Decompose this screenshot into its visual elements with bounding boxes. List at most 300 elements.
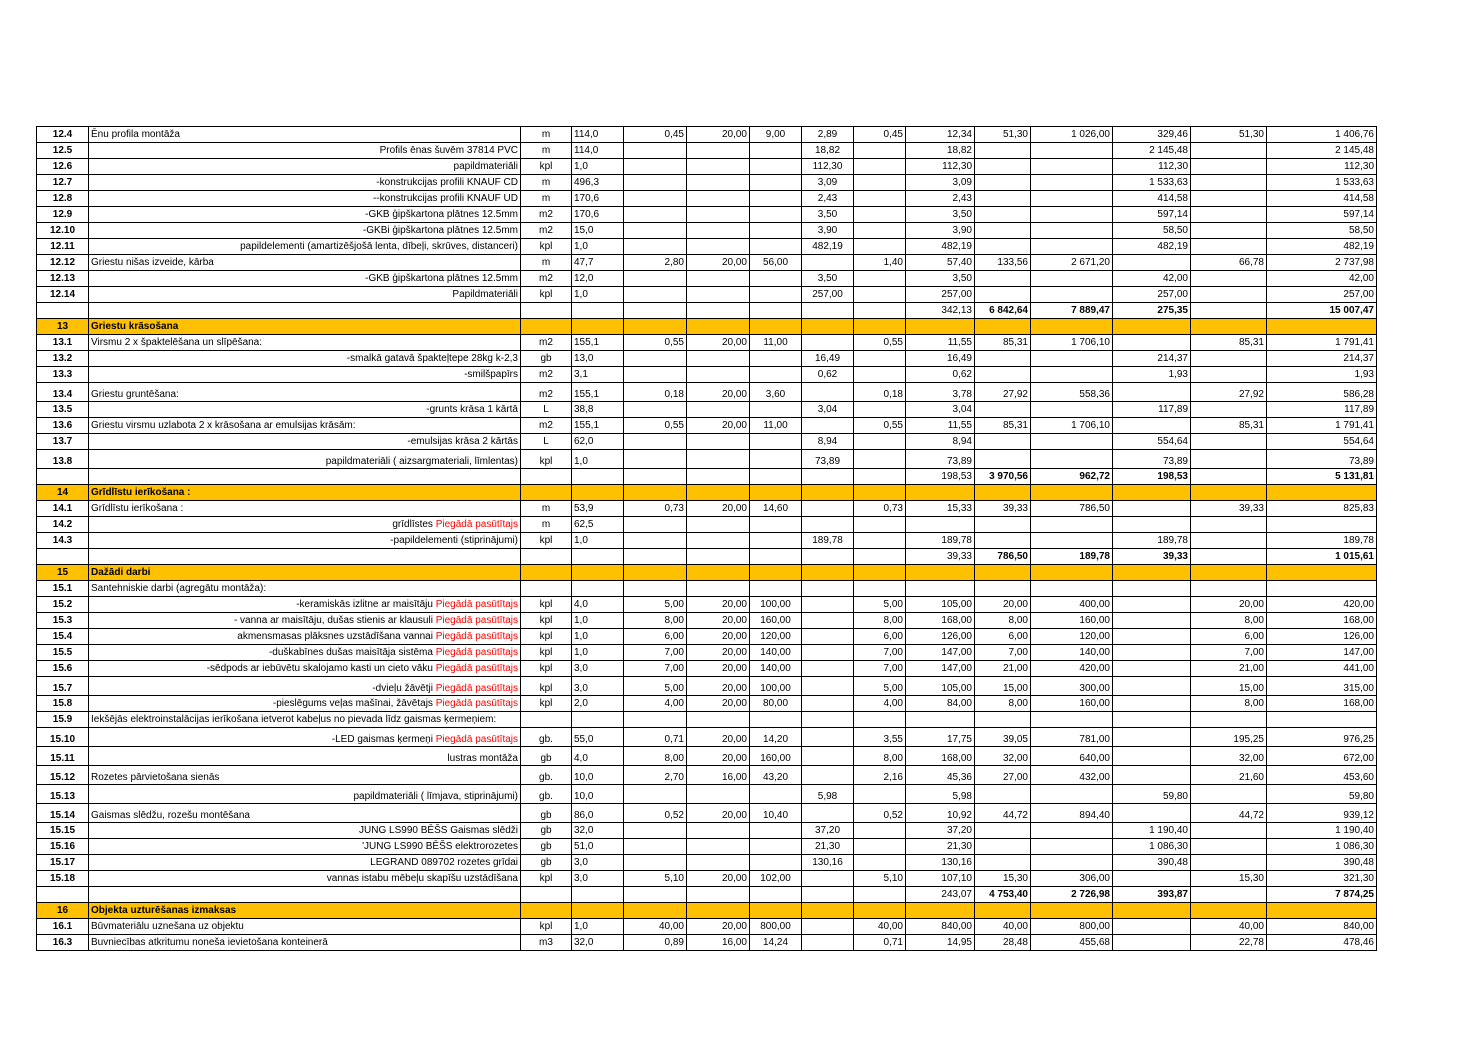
item-unit <box>521 581 572 597</box>
item-v8: 400,00 <box>1031 597 1113 613</box>
item-v10 <box>1191 191 1267 207</box>
item-v8 <box>1031 712 1113 728</box>
section-empty-cell <box>521 485 572 501</box>
item-description-text: LEGRAND 089702 rozetes grīdai <box>370 856 518 868</box>
line-item-row <box>37 629 1377 645</box>
item-v6: 5,98 <box>906 785 975 804</box>
item-v1: 0,52 <box>624 804 687 823</box>
item-description-text: Iekšējās elektroinstalācijas ierīkošana ietverot kabeļus no pievada līdz gaismas ķermeņiem: <box>91 713 497 725</box>
item-v9: 73,89 <box>1113 450 1191 469</box>
item-v8: 306,00 <box>1031 871 1113 887</box>
section-empty-cell <box>1267 319 1377 335</box>
item-qty: 3,0 <box>572 855 624 871</box>
supplied-by-customer-note: Piegādā pasūtītajs <box>435 518 518 530</box>
item-v1 <box>624 823 687 839</box>
item-description-text: -keramiskās izlitne ar maisītāju <box>296 598 433 610</box>
item-number: 15.3 <box>37 613 89 629</box>
item-qty: 10,0 <box>572 785 624 804</box>
item-v9: 189,78 <box>1113 533 1191 549</box>
item-v5: 0,45 <box>854 127 906 143</box>
item-unit: m2 <box>521 418 572 434</box>
item-v4: 73,89 <box>802 450 854 469</box>
estimate-table <box>36 126 1377 951</box>
item-v11 <box>1267 712 1377 728</box>
section-title: Grīdlīstu ierīkošana : <box>89 485 521 501</box>
item-unit: m2 <box>521 367 572 383</box>
item-description-text: Griestu virsmu uzlabota 2 x krāsošana ar emulsijas krāsām: <box>91 419 356 431</box>
subtotal-v7: 342,13 <box>906 303 975 319</box>
item-v2: 20,00 <box>687 335 750 351</box>
item-v4 <box>802 747 854 766</box>
line-item-row <box>37 747 1377 766</box>
supplied-by-customer-note: Piegādā pasūtītajs <box>435 646 518 658</box>
item-v1 <box>624 712 687 728</box>
item-v4 <box>802 383 854 402</box>
subtotal-empty-cell <box>802 549 854 565</box>
item-v8 <box>1031 517 1113 533</box>
item-v10 <box>1191 351 1267 367</box>
item-unit: gb <box>521 804 572 823</box>
item-v1 <box>624 533 687 549</box>
item-v6: 21,30 <box>906 839 975 855</box>
item-unit: gb. <box>521 785 572 804</box>
item-v2: 20,00 <box>687 645 750 661</box>
line-item-row <box>37 855 1377 871</box>
item-v3: 14,24 <box>750 935 802 951</box>
item-qty: 62,0 <box>572 434 624 450</box>
item-v6: 189,78 <box>906 533 975 549</box>
item-v3 <box>750 287 802 303</box>
item-v10 <box>1191 367 1267 383</box>
item-qty: 51,0 <box>572 839 624 855</box>
item-v7: 40,00 <box>975 919 1031 935</box>
item-qty: 2,0 <box>572 696 624 712</box>
subtotal-v7: 198,53 <box>906 469 975 485</box>
item-description-text: akmensmasas plāksnes uzstādīšana vannai <box>237 630 433 642</box>
item-v3: 800,00 <box>750 919 802 935</box>
item-number: 15.8 <box>37 696 89 712</box>
item-v1 <box>624 402 687 418</box>
section-empty-cell <box>624 903 687 919</box>
item-v7 <box>975 367 1031 383</box>
subtotal-v8: 786,50 <box>975 549 1031 565</box>
item-v3: 160,00 <box>750 747 802 766</box>
item-v6: 105,00 <box>906 597 975 613</box>
item-v7: 15,00 <box>975 677 1031 696</box>
item-v6: 3,09 <box>906 175 975 191</box>
item-v3: 100,00 <box>750 597 802 613</box>
line-item-row <box>37 581 1377 597</box>
item-v9 <box>1113 871 1191 887</box>
item-v10: 6,00 <box>1191 629 1267 645</box>
item-unit: m <box>521 191 572 207</box>
subtotal-empty-cell <box>89 887 521 903</box>
item-v4 <box>802 645 854 661</box>
item-v9 <box>1113 712 1191 728</box>
item-v11: 315,00 <box>1267 677 1377 696</box>
item-number: 14.1 <box>37 501 89 517</box>
item-v9: 1 086,30 <box>1113 839 1191 855</box>
item-v2: 20,00 <box>687 661 750 677</box>
item-v9 <box>1113 935 1191 951</box>
item-v9: 2 145,48 <box>1113 143 1191 159</box>
item-number: 15.11 <box>37 747 89 766</box>
item-v2 <box>687 175 750 191</box>
item-v6: 482,19 <box>906 239 975 255</box>
item-v9: 214,37 <box>1113 351 1191 367</box>
item-v7 <box>975 434 1031 450</box>
item-v4: 130,16 <box>802 855 854 871</box>
item-v8: 558,36 <box>1031 383 1113 402</box>
item-v3 <box>750 517 802 533</box>
item-v8 <box>1031 143 1113 159</box>
item-description-text: papildmateriāli <box>453 160 518 172</box>
item-v3: 100,00 <box>750 677 802 696</box>
item-v7 <box>975 517 1031 533</box>
section-empty-cell <box>521 565 572 581</box>
subtotal-v8: 6 842,64 <box>975 303 1031 319</box>
item-number: 12.12 <box>37 255 89 271</box>
item-number: 15.15 <box>37 823 89 839</box>
item-v8: 160,00 <box>1031 696 1113 712</box>
line-item-row <box>37 191 1377 207</box>
item-v6: 2,43 <box>906 191 975 207</box>
item-unit: gb <box>521 823 572 839</box>
item-description <box>89 271 521 287</box>
item-v1 <box>624 450 687 469</box>
item-v1 <box>624 207 687 223</box>
item-v6: 105,00 <box>906 677 975 696</box>
item-v10 <box>1191 175 1267 191</box>
item-qty <box>572 581 624 597</box>
item-description <box>89 402 521 418</box>
item-description <box>89 839 521 855</box>
item-v11 <box>1267 581 1377 597</box>
section-empty-cell <box>802 485 854 501</box>
item-v11: 117,89 <box>1267 402 1377 418</box>
item-v4 <box>802 728 854 747</box>
item-v9: 117,89 <box>1113 402 1191 418</box>
item-v4 <box>802 871 854 887</box>
item-description-text: -sēdpods ar iebūvētu skalojamo kasti un cieto vāku <box>206 662 433 674</box>
item-description <box>89 517 521 533</box>
subtotal-v8: 4 753,40 <box>975 887 1031 903</box>
item-qty: 4,0 <box>572 747 624 766</box>
item-qty: 38,8 <box>572 402 624 418</box>
item-v3 <box>750 855 802 871</box>
item-v5 <box>854 434 906 450</box>
line-item-row <box>37 919 1377 935</box>
item-description <box>89 533 521 549</box>
item-number: 15.7 <box>37 677 89 696</box>
item-v8 <box>1031 839 1113 855</box>
item-v7: 8,00 <box>975 696 1031 712</box>
item-description-text: - vanna ar maisītāju, dušas stienis ar klausuli <box>233 614 433 626</box>
item-description-text: Virsmu 2 x špaktelēšana un slīpēšana: <box>91 336 263 348</box>
item-v1 <box>624 287 687 303</box>
item-v11: 1 533,63 <box>1267 175 1377 191</box>
item-description-text: Papildmateriāli <box>452 288 518 300</box>
item-v6: 168,00 <box>906 747 975 766</box>
item-v11: 42,00 <box>1267 271 1377 287</box>
item-v4: 18,82 <box>802 143 854 159</box>
subtotal-v9: 189,78 <box>1031 549 1113 565</box>
item-v10 <box>1191 581 1267 597</box>
item-description-text: -dvieļu žāvētji <box>372 683 433 694</box>
item-v10 <box>1191 271 1267 287</box>
item-description-text: lustras montāža <box>447 753 518 764</box>
item-v4: 37,20 <box>802 823 854 839</box>
item-v5 <box>854 402 906 418</box>
item-v11: 1,93 <box>1267 367 1377 383</box>
item-qty: 32,0 <box>572 935 624 951</box>
item-v2 <box>687 581 750 597</box>
item-v7 <box>975 239 1031 255</box>
item-qty: 1,0 <box>572 450 624 469</box>
item-v11: 554,64 <box>1267 434 1377 450</box>
item-description <box>89 255 521 271</box>
item-v10: 22,78 <box>1191 935 1267 951</box>
item-v6: 3,04 <box>906 402 975 418</box>
subtotal-empty-cell <box>854 303 906 319</box>
item-description <box>89 785 521 804</box>
item-number: 15.18 <box>37 871 89 887</box>
item-description-text: vannas istabu mēbeļu skapīšu uzstādīšana <box>326 872 518 884</box>
item-v6: 147,00 <box>906 645 975 661</box>
item-unit: kpl <box>521 661 572 677</box>
item-qty: 155,1 <box>572 418 624 434</box>
item-qty: 86,0 <box>572 804 624 823</box>
item-number: 13.5 <box>37 402 89 418</box>
item-v9: 329,46 <box>1113 127 1191 143</box>
item-v11: 168,00 <box>1267 613 1377 629</box>
item-v6: 12,34 <box>906 127 975 143</box>
item-v8: 160,00 <box>1031 613 1113 629</box>
item-v3 <box>750 712 802 728</box>
item-v5 <box>854 823 906 839</box>
subtotal-v11: 1 015,61 <box>1267 549 1377 565</box>
item-unit: m <box>521 127 572 143</box>
item-v2: 20,00 <box>687 418 750 434</box>
item-v9: 414,58 <box>1113 191 1191 207</box>
item-description <box>89 677 521 696</box>
item-unit: gb <box>521 747 572 766</box>
item-v1: 0,45 <box>624 127 687 143</box>
item-v1: 4,00 <box>624 696 687 712</box>
item-number: 13.8 <box>37 450 89 469</box>
item-v3: 102,00 <box>750 871 802 887</box>
item-v7: 7,00 <box>975 645 1031 661</box>
item-v8: 800,00 <box>1031 919 1113 935</box>
supplied-by-customer-note: Piegādā pasūtītajs <box>435 697 518 709</box>
item-number: 15.2 <box>37 597 89 613</box>
item-v9: 1,93 <box>1113 367 1191 383</box>
item-v10: 39,33 <box>1191 501 1267 517</box>
item-v9 <box>1113 517 1191 533</box>
item-description <box>89 823 521 839</box>
item-v7: 133,56 <box>975 255 1031 271</box>
item-number: 12.8 <box>37 191 89 207</box>
item-v8 <box>1031 159 1113 175</box>
item-v11: 453,60 <box>1267 766 1377 785</box>
item-unit: kpl <box>521 645 572 661</box>
item-v8 <box>1031 287 1113 303</box>
line-item-row <box>37 143 1377 159</box>
item-v9 <box>1113 629 1191 645</box>
item-description <box>89 450 521 469</box>
line-item-row <box>37 175 1377 191</box>
item-description-text: -LED gaismas ķermeņi <box>331 734 433 745</box>
item-v4: 2,43 <box>802 191 854 207</box>
item-v8: 1 706,10 <box>1031 418 1113 434</box>
item-qty: 32,0 <box>572 823 624 839</box>
item-unit: m2 <box>521 271 572 287</box>
item-v7 <box>975 839 1031 855</box>
item-v8 <box>1031 402 1113 418</box>
item-description-text: -papildelementi (stiprinājumi) <box>390 534 518 546</box>
item-v7: 44,72 <box>975 804 1031 823</box>
item-v5 <box>854 517 906 533</box>
line-item-row <box>37 823 1377 839</box>
item-v8 <box>1031 191 1113 207</box>
item-v9 <box>1113 747 1191 766</box>
subtotal-empty-cell <box>624 549 687 565</box>
item-v5: 0,55 <box>854 335 906 351</box>
item-v11: 482,19 <box>1267 239 1377 255</box>
item-v6: 17,75 <box>906 728 975 747</box>
subtotal-empty-cell <box>1191 549 1267 565</box>
item-v10: 66,78 <box>1191 255 1267 271</box>
item-qty: 12,0 <box>572 271 624 287</box>
item-v4 <box>802 517 854 533</box>
section-empty-cell <box>750 485 802 501</box>
item-v3 <box>750 175 802 191</box>
item-v5 <box>854 175 906 191</box>
item-v10 <box>1191 839 1267 855</box>
subtotal-v10: 393,87 <box>1113 887 1191 903</box>
item-v3 <box>750 159 802 175</box>
item-v1 <box>624 175 687 191</box>
item-v1: 8,00 <box>624 613 687 629</box>
item-v2 <box>687 434 750 450</box>
item-description-text: Būvmateriālu uznešana uz objektu <box>91 920 244 932</box>
item-description <box>89 159 521 175</box>
item-description <box>89 239 521 255</box>
item-v10 <box>1191 223 1267 239</box>
item-v11: 825,83 <box>1267 501 1377 517</box>
line-item-row <box>37 935 1377 951</box>
item-v10: 15,00 <box>1191 677 1267 696</box>
subtotal-empty-cell <box>89 549 521 565</box>
section-empty-cell <box>572 903 624 919</box>
item-v7 <box>975 823 1031 839</box>
item-v1 <box>624 839 687 855</box>
item-v7: 39,33 <box>975 501 1031 517</box>
subtotal-v10: 39,33 <box>1113 549 1191 565</box>
item-unit: kpl <box>521 696 572 712</box>
section-empty-cell <box>1031 485 1113 501</box>
item-v2 <box>687 785 750 804</box>
item-qty: 170,6 <box>572 191 624 207</box>
item-v7 <box>975 287 1031 303</box>
subtotal-row <box>37 887 1377 903</box>
item-v10: 8,00 <box>1191 696 1267 712</box>
subtotal-v8: 3 970,56 <box>975 469 1031 485</box>
item-v10 <box>1191 239 1267 255</box>
item-v7: 8,00 <box>975 613 1031 629</box>
item-unit: gb. <box>521 766 572 785</box>
item-qty: 114,0 <box>572 143 624 159</box>
section-title: Griestu krāsošana <box>89 319 521 335</box>
subtotal-empty-cell <box>521 303 572 319</box>
item-v1 <box>624 191 687 207</box>
item-v4 <box>802 919 854 935</box>
subtotal-v10: 198,53 <box>1113 469 1191 485</box>
item-description <box>89 629 521 645</box>
line-item-row <box>37 696 1377 712</box>
item-v11 <box>1267 517 1377 533</box>
item-v6: 147,00 <box>906 661 975 677</box>
item-v4: 21,30 <box>802 839 854 855</box>
item-v8: 120,00 <box>1031 629 1113 645</box>
item-description-text: --konstrukcijas profili KNAUF UD <box>372 192 518 204</box>
item-v11: 1 406,76 <box>1267 127 1377 143</box>
item-v8 <box>1031 450 1113 469</box>
section-empty-cell <box>521 903 572 919</box>
item-v7 <box>975 533 1031 549</box>
item-v3: 11,00 <box>750 418 802 434</box>
section-empty-cell <box>906 903 975 919</box>
item-v11: 1 791,41 <box>1267 418 1377 434</box>
item-v2 <box>687 517 750 533</box>
item-v1: 5,10 <box>624 871 687 887</box>
item-v10: 21,60 <box>1191 766 1267 785</box>
item-description <box>89 804 521 823</box>
item-description <box>89 766 521 785</box>
item-unit: m2 <box>521 383 572 402</box>
item-unit: kpl <box>521 533 572 549</box>
item-v2 <box>687 271 750 287</box>
item-v7 <box>975 143 1031 159</box>
item-unit: kpl <box>521 629 572 645</box>
item-v2 <box>687 143 750 159</box>
section-empty-cell <box>802 903 854 919</box>
subtotal-v11: 5 131,81 <box>1267 469 1377 485</box>
item-unit: m <box>521 255 572 271</box>
section-empty-cell <box>1191 319 1267 335</box>
subtotal-empty-cell <box>854 887 906 903</box>
item-v1 <box>624 143 687 159</box>
item-qty: 1,0 <box>572 919 624 935</box>
item-v1: 0,18 <box>624 383 687 402</box>
item-number: 15.1 <box>37 581 89 597</box>
item-v1: 0,71 <box>624 728 687 747</box>
item-v1: 6,00 <box>624 629 687 645</box>
subtotal-empty-cell <box>624 303 687 319</box>
item-unit: gb <box>521 855 572 871</box>
line-item-row <box>37 351 1377 367</box>
item-v8 <box>1031 823 1113 839</box>
section-empty-cell <box>750 319 802 335</box>
item-description <box>89 747 521 766</box>
item-v3: 140,00 <box>750 661 802 677</box>
item-description-text: Buvniecības atkritumu noneša ievietošana konteinerā <box>91 936 328 948</box>
item-v5: 0,52 <box>854 804 906 823</box>
item-v9: 1 190,40 <box>1113 823 1191 839</box>
item-v9: 482,19 <box>1113 239 1191 255</box>
item-description <box>89 383 521 402</box>
item-v1: 40,00 <box>624 919 687 935</box>
